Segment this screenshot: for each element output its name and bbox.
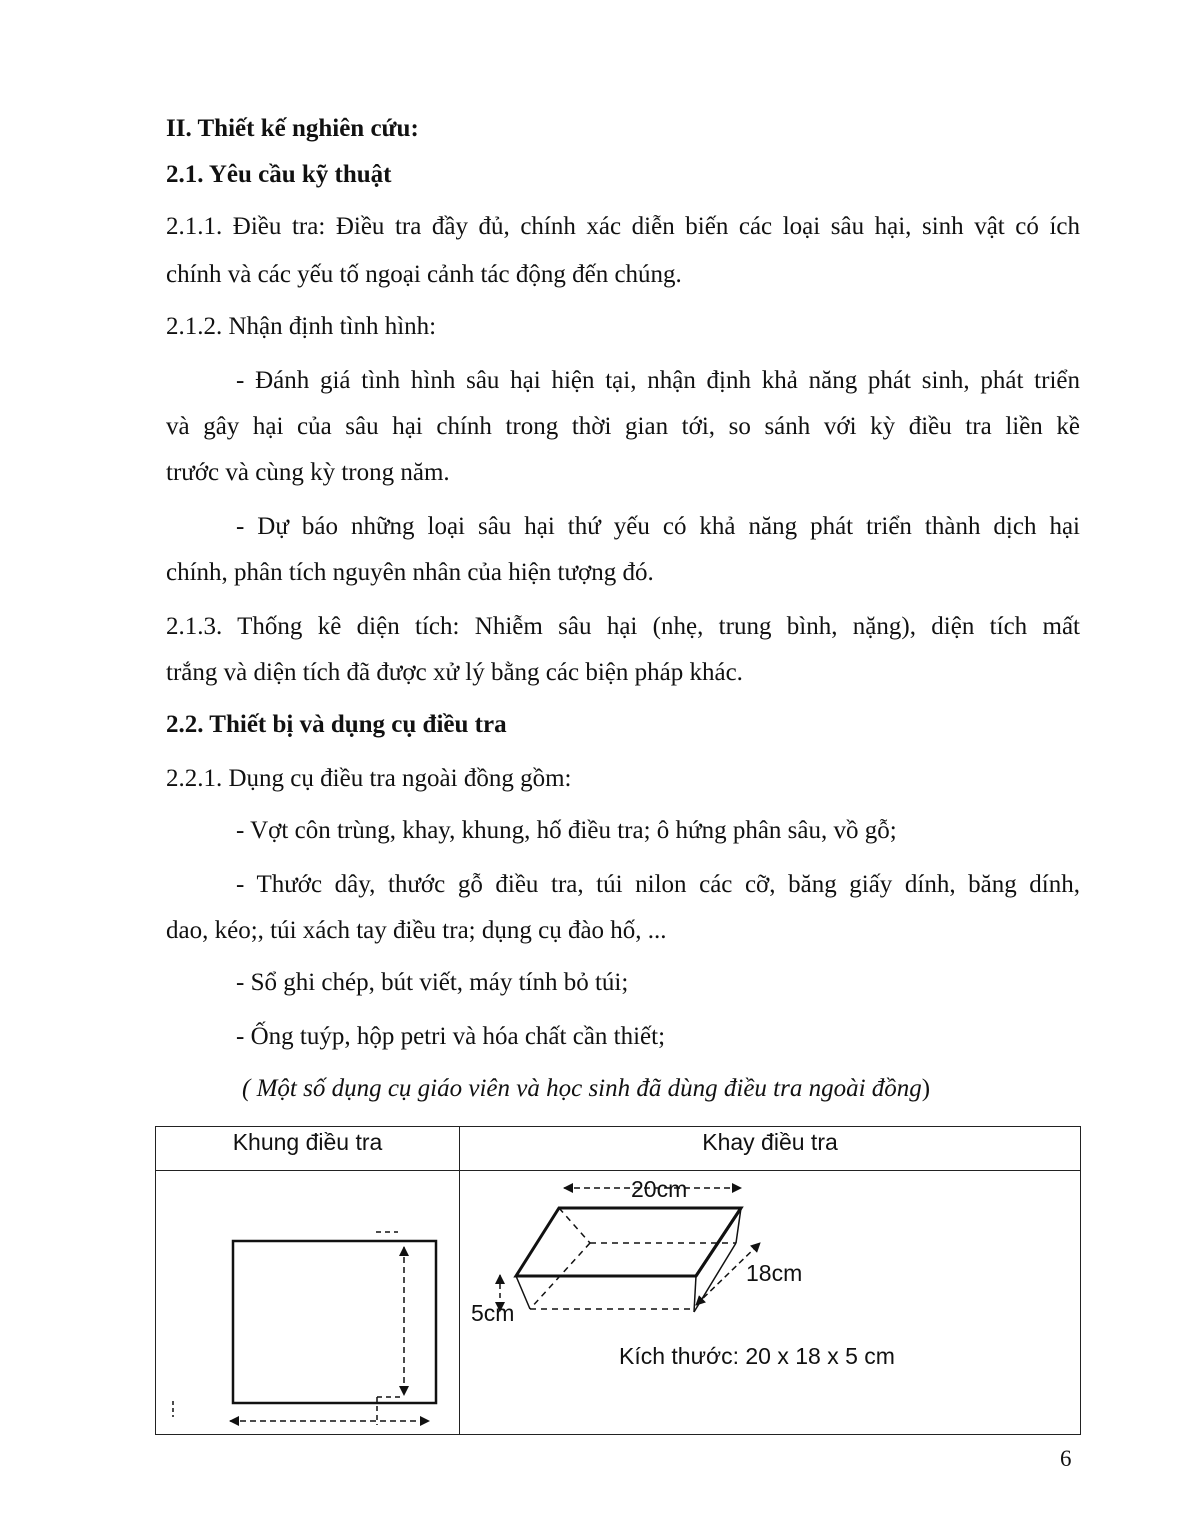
tray-cell xyxy=(460,1171,1081,1435)
tool-item-2-line2: dao, kéo;, túi xách tay điều tra; dụng cụ đào hố, ... xyxy=(166,917,667,944)
frame-cell xyxy=(156,1171,460,1435)
figure-caption-text: ( Một số dụng cụ giáo viên và học sinh đã dùng điều tra ngoài đồng xyxy=(242,1075,922,1102)
frame-diagram xyxy=(156,1171,459,1429)
para-2-2-1: 2.2.1. Dụng cụ điều tra ngoài đồng gồm: xyxy=(166,765,572,792)
header-frame: Khung điều tra xyxy=(156,1127,460,1171)
header-tray: Khay điều tra xyxy=(460,1127,1081,1171)
bullet-1-line2: và gây hại của sâu hại chính trong thời gian tới, so sánh với kỳ điều tra liền kề xyxy=(166,413,1080,440)
tool-item-1: - Vợt côn trùng, khay, khung, hố điều tra; ô hứng phân sâu, vồ gỗ; xyxy=(236,817,897,844)
tray-width-label: 18cm xyxy=(746,1260,803,1286)
tray-size-label: Kích thước: 20 x 18 x 5 cm xyxy=(619,1343,895,1369)
para-2-1-1-line1: 2.1.1. Điều tra: Điều tra đầy đủ, chính xác diễn biến các loại sâu hại, sinh vật có ích xyxy=(166,213,1080,240)
frame-square xyxy=(233,1241,436,1403)
figure-caption-close: ) xyxy=(921,1075,931,1102)
para-2-1-1-line2: chính và các yếu tố ngoại cảnh tác động đến chúng. xyxy=(166,261,682,288)
bullet-1-line1: - Đánh giá tình hình sâu hại hiện tại, nhận định khả năng phát sinh, phát triển xyxy=(236,367,1080,394)
bullet-2-line2: chính, phân tích nguyên nhân của hiện tượng đó. xyxy=(166,559,654,586)
tray-length-label: 20cm xyxy=(631,1176,688,1202)
tray-box xyxy=(516,1208,741,1312)
heading-2-2: 2.2. Thiết bị và dụng cụ điều tra xyxy=(166,711,507,738)
tool-item-2-line1: - Thước dây, thước gỗ điều tra, túi nilon các cỡ, băng giấy dính, băng dính, xyxy=(236,871,1080,898)
bullet-1-line3: trước và cùng kỳ trong năm. xyxy=(166,459,450,486)
page-number: 6 xyxy=(1060,1446,1072,1471)
tools-table xyxy=(155,1126,1081,1435)
tray-diagram xyxy=(460,1171,1080,1429)
para-2-1-3-line2: trắng và diện tích đã được xử lý bằng các biện pháp khác. xyxy=(166,659,743,686)
tray-height-label: 5cm xyxy=(471,1300,515,1326)
para-2-1-2: 2.1.2. Nhận định tình hình: xyxy=(166,313,437,340)
heading-2-1: 2.1. Yêu cầu kỹ thuật xyxy=(166,161,392,188)
figure-caption xyxy=(242,1074,930,1104)
tool-item-3: - Sổ ghi chép, bút viết, máy tính bỏ túi; xyxy=(236,969,629,996)
para-2-1-3-line1: 2.1.3. Thống kê diện tích: Nhiễm sâu hại (nhẹ, trung bình, nặng), diện tích mất xyxy=(166,613,1080,640)
heading-main: II. Thiết kế nghiên cứu: xyxy=(166,115,419,142)
tool-item-4: - Ống tuýp, hộp petri và hóa chất cần thiết; xyxy=(236,1023,666,1050)
bullet-2-line1: - Dự báo những loại sâu hại thứ yếu có khả năng phát triển thành dịch hại xyxy=(236,513,1080,540)
